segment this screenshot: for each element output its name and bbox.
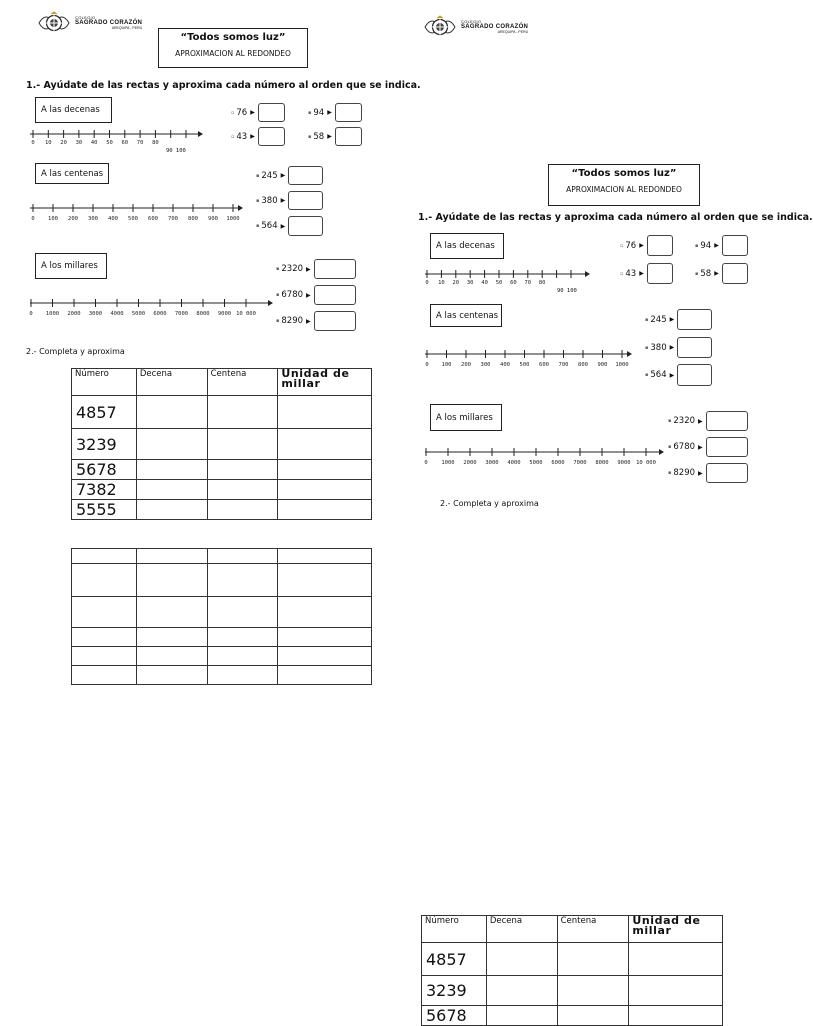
problem-8290 [276,311,356,331]
exercise1-heading: 1.- Ayúdate de las rectas y aproxima cada número al orden que se indica. [418,212,813,223]
problem-value: 6780 [281,290,304,300]
school-location: AREQUIPA - PERÚ [111,25,143,30]
school-logo-right [422,16,528,38]
problem-76 [620,235,673,256]
empty-cell[interactable] [136,628,207,647]
tick-label: 700 [168,216,178,222]
answer-cell[interactable] [557,976,629,1006]
answer-box[interactable] [314,259,356,279]
empty-cell[interactable] [207,564,278,597]
problem-value: 94 [313,107,325,118]
answer-box[interactable] [288,166,323,185]
decenas-extra-ticks: 90 100 [557,288,577,294]
arrow-icon: ▶ [639,242,644,249]
answer-cell[interactable] [629,1006,723,1026]
empty-cell[interactable] [207,666,278,685]
bullet-icon: ▪ [668,470,672,476]
tick-label: 7000 [174,311,189,317]
tick-label: 700 [558,362,569,368]
arrow-icon: ▶ [306,265,311,273]
tick-label: 40 [90,140,98,146]
arrow-icon: ▶ [306,317,311,325]
number-cell: 3239 [72,429,137,460]
tick-label: 0 [31,140,35,146]
tick-label: 40 [481,280,488,286]
tick-label: 10 [44,140,52,146]
tick-label: 30 [75,140,83,146]
tick-label: 400 [500,362,510,368]
answer-box[interactable] [706,411,748,431]
tick-label: 900 [208,216,218,222]
tick-label: 8000 [196,311,210,317]
answer-cell[interactable] [136,396,207,429]
tick-label: 1000 [441,460,455,466]
table-row [72,549,372,564]
table-row [72,597,372,628]
school-location: AREQUIPA - PERÚ [497,29,529,34]
problem-value: 2320 [673,416,696,426]
bullet-icon: ▪ [645,344,649,351]
arrow-icon: ▶ [669,316,675,323]
answer-cell[interactable] [278,429,372,460]
problem-value: 2320 [281,264,304,274]
approximation-table [71,368,372,520]
answer-box[interactable] [706,437,748,457]
bullet-icon: ▪ [256,223,260,229]
empty-cell[interactable] [136,666,207,685]
tick-label: 0 [425,362,429,368]
tick-label: 10 000 [236,311,256,317]
answer-cell[interactable] [557,1006,629,1026]
problem-2320 [668,411,748,431]
col-header-numero: Número [72,369,137,396]
table-row [72,460,372,480]
arrow-icon: ▶ [698,417,703,425]
arrow-icon: ▶ [306,291,311,299]
problem-43 [620,263,673,284]
empty-cell[interactable] [278,628,372,647]
problem-6780 [668,437,748,457]
table-row [72,666,372,685]
problem-value: 58 [313,131,325,142]
bullet-icon: ▫ [231,109,235,116]
number-cell: 3239 [422,976,487,1006]
arrow-icon: ▶ [250,133,255,140]
problem-245 [645,309,712,330]
answer-cell[interactable] [207,480,278,500]
tick-label: 1000 [615,362,629,368]
decenas-label-box: A las decenas [430,233,504,259]
empty-cell[interactable] [136,597,207,628]
tick-label: 5000 [131,311,146,317]
answer-box[interactable] [722,235,748,256]
arrow-icon: ▶ [280,222,286,230]
number-cell: 5678 [422,1006,487,1026]
arrow-icon: ▶ [327,109,332,116]
problem-6780 [276,285,356,305]
subject-title: APROXIMACION AL REDONDEO [175,49,291,58]
problem-564 [645,364,712,386]
tick-label: 10 [438,280,445,286]
number-cell: 5678 [72,460,137,480]
tick-label: 80 [538,280,546,286]
tick-label: 400 [108,216,118,222]
bullet-icon: ▪ [276,318,280,324]
empty-cell[interactable] [278,666,372,685]
answer-cell[interactable] [278,500,372,520]
answer-cell[interactable] [136,460,207,480]
centenas-label-box: A las centenas [35,163,109,184]
school-line1: COLEGIO [75,14,96,20]
col-header-decena: Decena [136,369,207,396]
table-row [422,1006,723,1026]
bullet-icon: ▪ [645,316,649,323]
problem-43 [231,127,285,146]
bullet-icon: ▪ [256,197,260,204]
problem-value: 76 [625,240,637,251]
table-row [72,647,372,666]
millares-number-line [30,297,280,321]
exercise2-heading: 2.- Completa y aproxima [26,347,125,356]
problem-value: 94 [700,240,712,251]
problem-value: 43 [236,131,248,142]
empty-cell[interactable] [136,564,207,597]
answer-box[interactable] [335,103,362,122]
answer-box[interactable] [677,364,712,386]
tick-label: 0 [424,460,428,466]
decenas-number-line [425,266,605,290]
tick-label: 600 [148,216,158,222]
tick-label: 50 [495,280,503,286]
table-row [422,976,723,1006]
col-header-centena: Centena [207,369,278,396]
bullet-icon: ▪ [668,444,672,450]
problem-value: 43 [625,268,637,279]
arrow-icon: ▶ [714,242,719,249]
empty-cell[interactable] [278,647,372,666]
answer-box[interactable] [258,103,285,122]
col-header-numero: Número [422,916,487,943]
tick-label: 8000 [595,460,609,466]
bullet-icon: ▪ [276,292,280,298]
tick-label: 0 [29,311,33,317]
table-row [72,396,372,429]
answer-box[interactable] [314,285,356,305]
decenas-extra-ticks: 90 100 [166,148,186,154]
tick-label: 6000 [551,460,565,466]
school-name: SAGRADO CORAZÓN [461,23,529,30]
tick-label: 300 [480,362,491,368]
answer-cell[interactable] [207,396,278,429]
problem-value: 245 [261,170,278,181]
tick-label: 80 [152,140,159,146]
answer-cell[interactable] [278,460,372,480]
answer-box[interactable] [677,309,712,330]
school-emblem-icon [422,16,458,38]
empty-cell[interactable] [278,564,372,597]
bullet-icon: ▫ [620,242,624,249]
empty-cell[interactable] [278,549,372,564]
bullet-icon: ▪ [276,266,280,272]
number-cell: 5555 [72,500,137,520]
answer-box[interactable] [722,263,748,284]
answer-cell[interactable] [486,976,557,1006]
tick-label: 30 [466,280,474,286]
tick-label: 4000 [110,311,124,317]
tick-label: 300 [88,216,98,222]
answer-cell[interactable] [629,943,723,976]
tick-label: 50 [106,140,113,146]
empty-cell[interactable] [136,549,207,564]
answer-cell[interactable] [278,396,372,429]
bullet-icon: ▫ [231,133,235,140]
tick-label: 3000 [88,311,103,317]
empty-cell[interactable] [72,666,137,685]
problem-value: 245 [650,314,667,325]
col-header-unidad-millar: Unidad de millar [278,369,372,396]
tick-label: 9000 [617,460,631,466]
answer-box[interactable] [335,127,362,146]
motto: “Todos somos luz” [180,32,286,43]
millares-label-box: A los millares [430,404,502,431]
answer-cell[interactable] [207,500,278,520]
empty-cell[interactable] [72,647,137,666]
tick-label: 70 [524,280,532,286]
millares-label-box: A los millares [35,253,107,279]
school-name: SAGRADO CORAZÓN [75,19,143,26]
empty-cell[interactable] [207,549,278,564]
tick-label: 800 [578,362,588,368]
arrow-icon: ▶ [280,172,286,179]
number-cell: 7382 [72,480,137,500]
problem-value: 6780 [673,442,696,452]
school-logo [36,12,142,34]
tick-label: 500 [519,362,530,368]
empty-cell[interactable] [72,597,137,628]
arrow-icon: ▶ [327,133,332,140]
tick-label: 0 [31,216,35,222]
problem-value: 380 [261,195,278,206]
problem-value: 76 [236,107,248,118]
answer-box[interactable] [647,235,673,256]
bullet-icon: ▪ [668,418,672,424]
tick-label: 0 [425,280,429,286]
tick-label: 7000 [573,460,587,466]
tick-label: 100 [48,216,58,222]
tick-label: 60 [510,280,517,286]
tick-label: 100 [441,362,452,368]
centenas-label-box: A las centenas [430,304,502,327]
bullet-icon: ▪ [695,270,699,277]
empty-cell[interactable] [136,647,207,666]
tick-label: 200 [461,362,471,368]
number-cell: 4857 [72,396,137,429]
answer-box[interactable] [288,216,323,236]
col-header-decena: Decena [486,916,557,943]
answer-cell[interactable] [136,500,207,520]
arrow-icon: ▶ [669,344,675,351]
arrow-icon: ▶ [714,270,719,277]
arrow-icon: ▶ [639,270,644,277]
bullet-icon: ▪ [695,242,699,249]
tick-label: 900 [597,362,608,368]
table-row [72,429,372,460]
centenas-number-line [30,202,250,226]
answer-box[interactable] [647,263,673,284]
empty-cell[interactable] [278,597,372,628]
answer-cell[interactable] [207,429,278,460]
problem-8290 [668,463,748,483]
answer-cell[interactable] [486,943,557,976]
table-row [72,480,372,500]
bullet-icon: ▪ [308,109,312,116]
millares-number-line [425,446,675,470]
answer-cell[interactable] [629,976,723,1006]
bullet-icon: ▪ [645,372,649,378]
title-box-right [548,164,700,206]
tick-label: 500 [128,216,138,222]
tick-label: 10 000 [636,460,656,466]
bullet-icon: ▪ [308,133,312,140]
empty-cell[interactable] [72,628,137,647]
problem-58 [695,263,748,284]
empty-cell[interactable] [72,549,137,564]
problem-value: 8290 [673,468,696,478]
answer-cell[interactable] [136,480,207,500]
tick-label: 3000 [485,460,499,466]
tick-label: 60 [121,140,129,146]
answer-box[interactable] [288,191,323,210]
title-box [158,28,308,68]
subject-title: APROXIMACION AL REDONDEO [566,185,682,194]
problem-380 [256,191,323,210]
exercise1-heading: 1.- Ayúdate de las rectas y aproxima cada número al orden que se indica. [26,80,421,91]
number-cell: 4857 [422,943,487,976]
empty-cell[interactable] [207,628,278,647]
problem-2320 [276,259,356,279]
tick-label: 200 [68,216,78,222]
school-emblem-icon [36,12,72,34]
bullet-icon: ▪ [256,172,260,179]
tick-label: 70 [136,140,144,146]
tick-label: 800 [188,216,198,222]
problem-94 [695,235,748,256]
answer-cell[interactable] [136,429,207,460]
problem-value: 564 [650,370,667,380]
problem-380 [645,337,712,358]
tick-label: 9000 [217,311,232,317]
tick-label: 20 [452,280,460,286]
answer-cell[interactable] [486,1006,557,1026]
answer-cell[interactable] [557,943,629,976]
answer-box[interactable] [677,337,712,358]
school-line1: COLEGIO [461,18,482,24]
problem-94 [308,103,362,122]
problem-value: 380 [650,342,667,353]
decenas-label-box: A las decenas [35,97,112,123]
answer-box[interactable] [258,127,285,146]
tick-label: 600 [539,362,549,368]
answer-box[interactable] [706,463,748,483]
problem-value: 58 [700,268,712,279]
approximation-table-right [421,915,723,1026]
centenas-number-line [425,348,645,372]
problem-245 [256,166,323,185]
problem-564 [256,216,323,236]
table-row [72,628,372,647]
bullet-icon: ▫ [620,270,624,277]
col-header-centena: Centena [557,916,629,943]
arrow-icon: ▶ [280,197,286,204]
decenas-number-line [30,126,210,150]
exercise2-heading: 2.- Completa y aproxima [440,499,539,508]
arrow-icon: ▶ [698,469,703,477]
table-row [72,500,372,520]
tick-label: 1000 [226,216,240,222]
problem-value: 8290 [281,316,304,326]
empty-cell[interactable] [72,564,137,597]
table-row [72,564,372,597]
answer-cell[interactable] [207,460,278,480]
arrow-icon: ▶ [698,443,703,451]
arrow-icon: ▶ [250,109,255,116]
empty-table [71,548,372,685]
problem-76 [231,103,285,122]
tick-label: 4000 [507,460,521,466]
answer-cell[interactable] [278,480,372,500]
arrow-icon: ▶ [669,371,675,379]
empty-cell[interactable] [207,647,278,666]
problem-value: 564 [261,221,278,231]
tick-label: 2000 [463,460,477,466]
empty-cell[interactable] [207,597,278,628]
tick-label: 5000 [529,460,543,466]
problem-58 [308,127,362,146]
motto: “Todos somos luz” [571,168,677,179]
tick-label: 2000 [67,311,81,317]
tick-label: 20 [60,140,67,146]
tick-label: 6000 [153,311,167,317]
table-row [422,943,723,976]
col-header-unidad-millar: Unidad de millar [629,916,723,943]
tick-label: 1000 [45,311,60,317]
answer-box[interactable] [314,311,356,331]
